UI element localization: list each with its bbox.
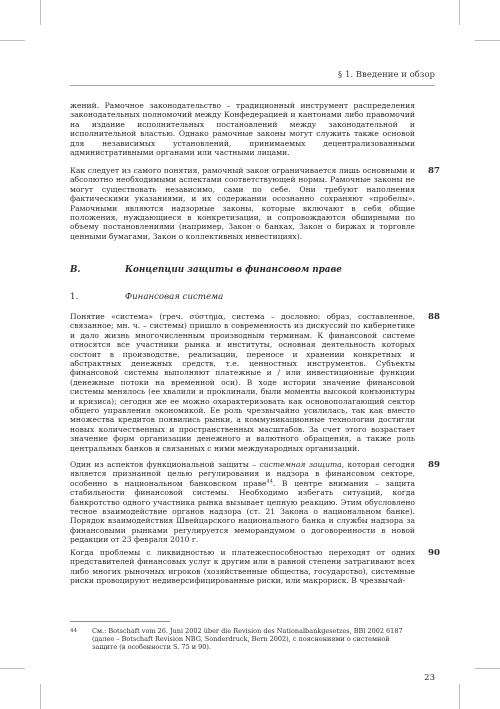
- margin-number-87: 87: [428, 166, 440, 176]
- crop-mark-bottom-left-h: [0, 668, 25, 669]
- paragraph-continued: жений. Рамочное законодательство – традиционный инструмент распределения законодательных полномочий между Конфедерацией и кантонами либо правомочий на издание исполнительных постановлений между законодательной и исполнительной властью. Однако рамочные законы могут служить также основой для независимых установлений, принимаемых децентрализованными административными органами или частными лицами.: [70, 101, 415, 158]
- section-title: Концепции защиты в финансовом праве: [125, 265, 342, 275]
- crop-mark-top-left-h: [0, 40, 25, 41]
- subsection-number: 1.: [70, 292, 79, 302]
- margin-number-88: 88: [428, 312, 440, 322]
- subsection-title: Финансовая система: [125, 292, 224, 302]
- paragraph-89: [70, 460, 415, 545]
- crop-mark-top-right-v: [459, 0, 460, 25]
- crop-mark-top-left-v: [40, 0, 41, 25]
- margin-number-89: 89: [428, 460, 440, 470]
- footnote-number: 44: [70, 628, 77, 634]
- paragraph-89-part-b: , которая сегодня является признанной целью регулирования и надзора в финансовом секторе, особенно в национальном банковском праве: [70, 460, 415, 488]
- paragraph-90: Когда проблемы с ликвидностью и платежеспособностью переходят от одних представителей финансовых услуг к другим или в равной степени затрагивают всех либо многих рыночных игроков (хозяйственные общества, государство), системные риски провоцируют недиверсифицированные риски, или макрориск. В чрезвычай-: [70, 548, 415, 586]
- footnote-rule: [70, 621, 170, 622]
- header-rule: [70, 85, 435, 86]
- page-number: 23: [424, 673, 435, 683]
- running-head: § 1. Введение и обзор: [338, 70, 435, 80]
- crop-mark-bottom-right-h: [475, 668, 500, 669]
- crop-mark-bottom-left-v: [40, 684, 41, 709]
- paragraph-89-part-c: . В центре внимания – защита стабильности финансовой системы. Необходимо избегать ситуаций, когда банкротство одного участника рынка вызывает цепную реакцию. Этим обусловлено тесное взаимодействие органов надзора (ст. 21 Закона о национальном банке). Порядок взаимодействия Швейцарского национального банка и службы надзора за финансовыми рынками регулируется меморандумом о договоренности в новой редакции от 23 февраля 2010 г.: [70, 478, 415, 545]
- crop-mark-top-right-h: [475, 40, 500, 41]
- section-number: B.: [70, 265, 81, 275]
- paragraph-88: Понятие «система» (греч. σύστημα, система – дословно: образ, составленное, связанное; мн. ч. – системы) пришло в современность из дискуссий по кибернетике и дало жизнь многочисленным производным терминам. К финансовой системе относятся все участники рынка и институты, основная деятельность которых состоит в производстве, реализации, переносе и хранении конкретных и абстрактных денежных средств, т.е. ценностных инструментов. Субъекты финансовой системы выполняют платежные и / или инвестиционные функции (денежные потоки на временной оси). В ходе истории значение финансовой системы менялось (ее хвалили и проклинали, были моменты высокой конъюнктуры и кризиса); сегодня же ее можно охарактеризовать как основополагающий сектор общего управления экономикой. Ее роль чрезвычайно усилилась, так как вместо множества кредитов появились рынки, а коммуникационные технологии достигли новых количественных и пространственных масштабов. За счет этого возрастает значение форм организации денежного и валютного обращения, а также роль центральных банков и связанных с ними международных организаций.: [70, 312, 415, 453]
- section-heading-b: [70, 265, 342, 275]
- paragraph-89-part-a: Один из аспектов функциональной защиты –: [70, 460, 260, 469]
- subsection-heading-1: [70, 292, 223, 302]
- paragraph-87: Как следует из самого понятия, рамочный закон ограничивается лишь основными и абсолютно необходимыми аспектами соответствующей нормы. Рамочные законы не могут существовать независимо, сами по себе. Они требуют наполнения фактическими указаниями, и их содержании осознанно сохраняют «пробелы». Рамочными являются надзорные законы, которые включают в себя общие положения, нуждающиеся в конкретизации, и сопровождаются обширными по объему постановлениями (например, Закон о банках, Закон о биржах и торговле ценными бумагами, Закон о коллективных инвестициях).: [70, 166, 415, 241]
- margin-number-90: 90: [428, 548, 440, 558]
- footnote-text: См.: Botschaft vom 26. Juni 2002 über die Revision des Nationalbankgesetzes, BBl 2002 6187 (далее – Botschaft Revision NBG, Sonderdruck, Bern 2002), с пояснениями о системной защите (в особенности S. 75 и 90).: [92, 627, 403, 652]
- crop-mark-bottom-right-v: [459, 684, 460, 709]
- footnote-44: [70, 627, 415, 652]
- footnote-ref-44[interactable]: 44: [266, 478, 273, 485]
- emphasis-system-protection: системная защита: [259, 460, 342, 469]
